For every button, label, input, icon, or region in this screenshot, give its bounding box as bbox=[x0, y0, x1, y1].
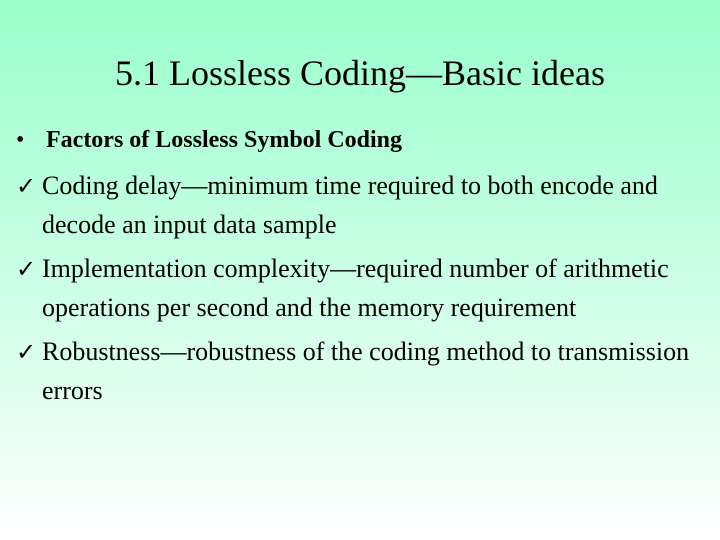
checkmark-icon: ✓ bbox=[16, 172, 37, 200]
checkmark-icon: ✓ bbox=[16, 255, 37, 283]
checklist bbox=[16, 167, 706, 416]
checklist-item-robustness bbox=[16, 333, 706, 410]
checklist-item-implementation-complexity bbox=[16, 250, 706, 327]
checklist-item-text: Coding delay—minimum time required to both encode and decode an input data sample bbox=[42, 171, 658, 239]
checklist-item-coding-delay bbox=[16, 167, 706, 244]
subheading bbox=[16, 124, 402, 156]
subheading-text: Factors of Lossless Symbol Coding bbox=[46, 127, 403, 153]
bullet-icon: • bbox=[16, 127, 25, 153]
checklist-item-text: Robustness—robustness of the coding method to transmission errors bbox=[42, 337, 690, 405]
slide-title: 5.1 Lossless Coding—Basic ideas bbox=[115, 53, 605, 93]
checkmark-icon: ✓ bbox=[16, 338, 37, 366]
checklist-item-text: Implementation complexity—required number of arithmetic operations per second and the memory requirement bbox=[42, 254, 669, 322]
